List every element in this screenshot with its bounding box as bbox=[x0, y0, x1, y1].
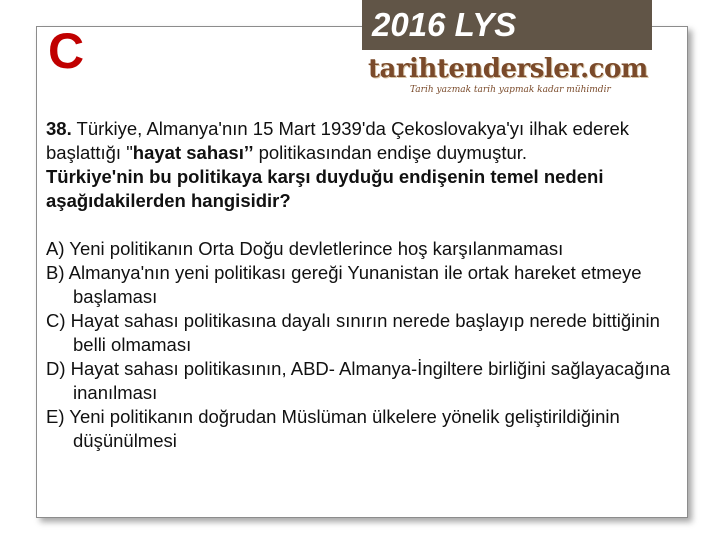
question-stem bbox=[46, 117, 676, 165]
question-main: Türkiye'nin bu politikaya karşı duyduğu endişenin temel nedeni aşağıdakilerden hangisidir? bbox=[46, 166, 604, 211]
option-a[interactable]: A) Yeni politikanın Orta Doğu devletlerince hoş karşılanmaması bbox=[46, 238, 564, 259]
logo-tagline: Tarih yazmak tarih yapmak kadar mühimdir bbox=[410, 85, 611, 95]
question-content bbox=[46, 117, 676, 453]
logo-site-name: tarihtendersler.com bbox=[368, 54, 648, 84]
option-e[interactable]: E) Yeni politikanın doğrudan Müslüman ülkelere yönelik geliştirildiğinin düşünülmesi bbox=[46, 406, 620, 451]
question-text-part2: politikasından endişe duymuştur. bbox=[253, 142, 528, 163]
question-quoted-term: hayat sahası’’ bbox=[132, 142, 254, 163]
site-logo bbox=[368, 54, 648, 102]
options-list bbox=[46, 237, 676, 453]
question-text-part1: Türkiye, Almanya'nın 15 Mart 1939'da Çekoslovakya'yı ilhak ederek başlattığı " bbox=[46, 118, 630, 163]
option-b[interactable]: B) Almanya'nın yeni politikası gereği Yunanistan ile ortak hareket etmeye başlaması bbox=[46, 262, 642, 307]
option-c[interactable]: C) Hayat sahası politikasına dayalı sınırın nerede başlayıp nerede bittiğinin belli olmaması bbox=[46, 310, 660, 355]
year-badge: 2016 LYS bbox=[362, 0, 652, 50]
option-d[interactable]: D) Hayat sahası politikasının, ABD- Almanya-İngiltere birliğini sağlayacağına inanılması bbox=[46, 358, 671, 403]
answer-letter: C bbox=[48, 23, 85, 79]
question-number: 38. bbox=[46, 118, 72, 139]
